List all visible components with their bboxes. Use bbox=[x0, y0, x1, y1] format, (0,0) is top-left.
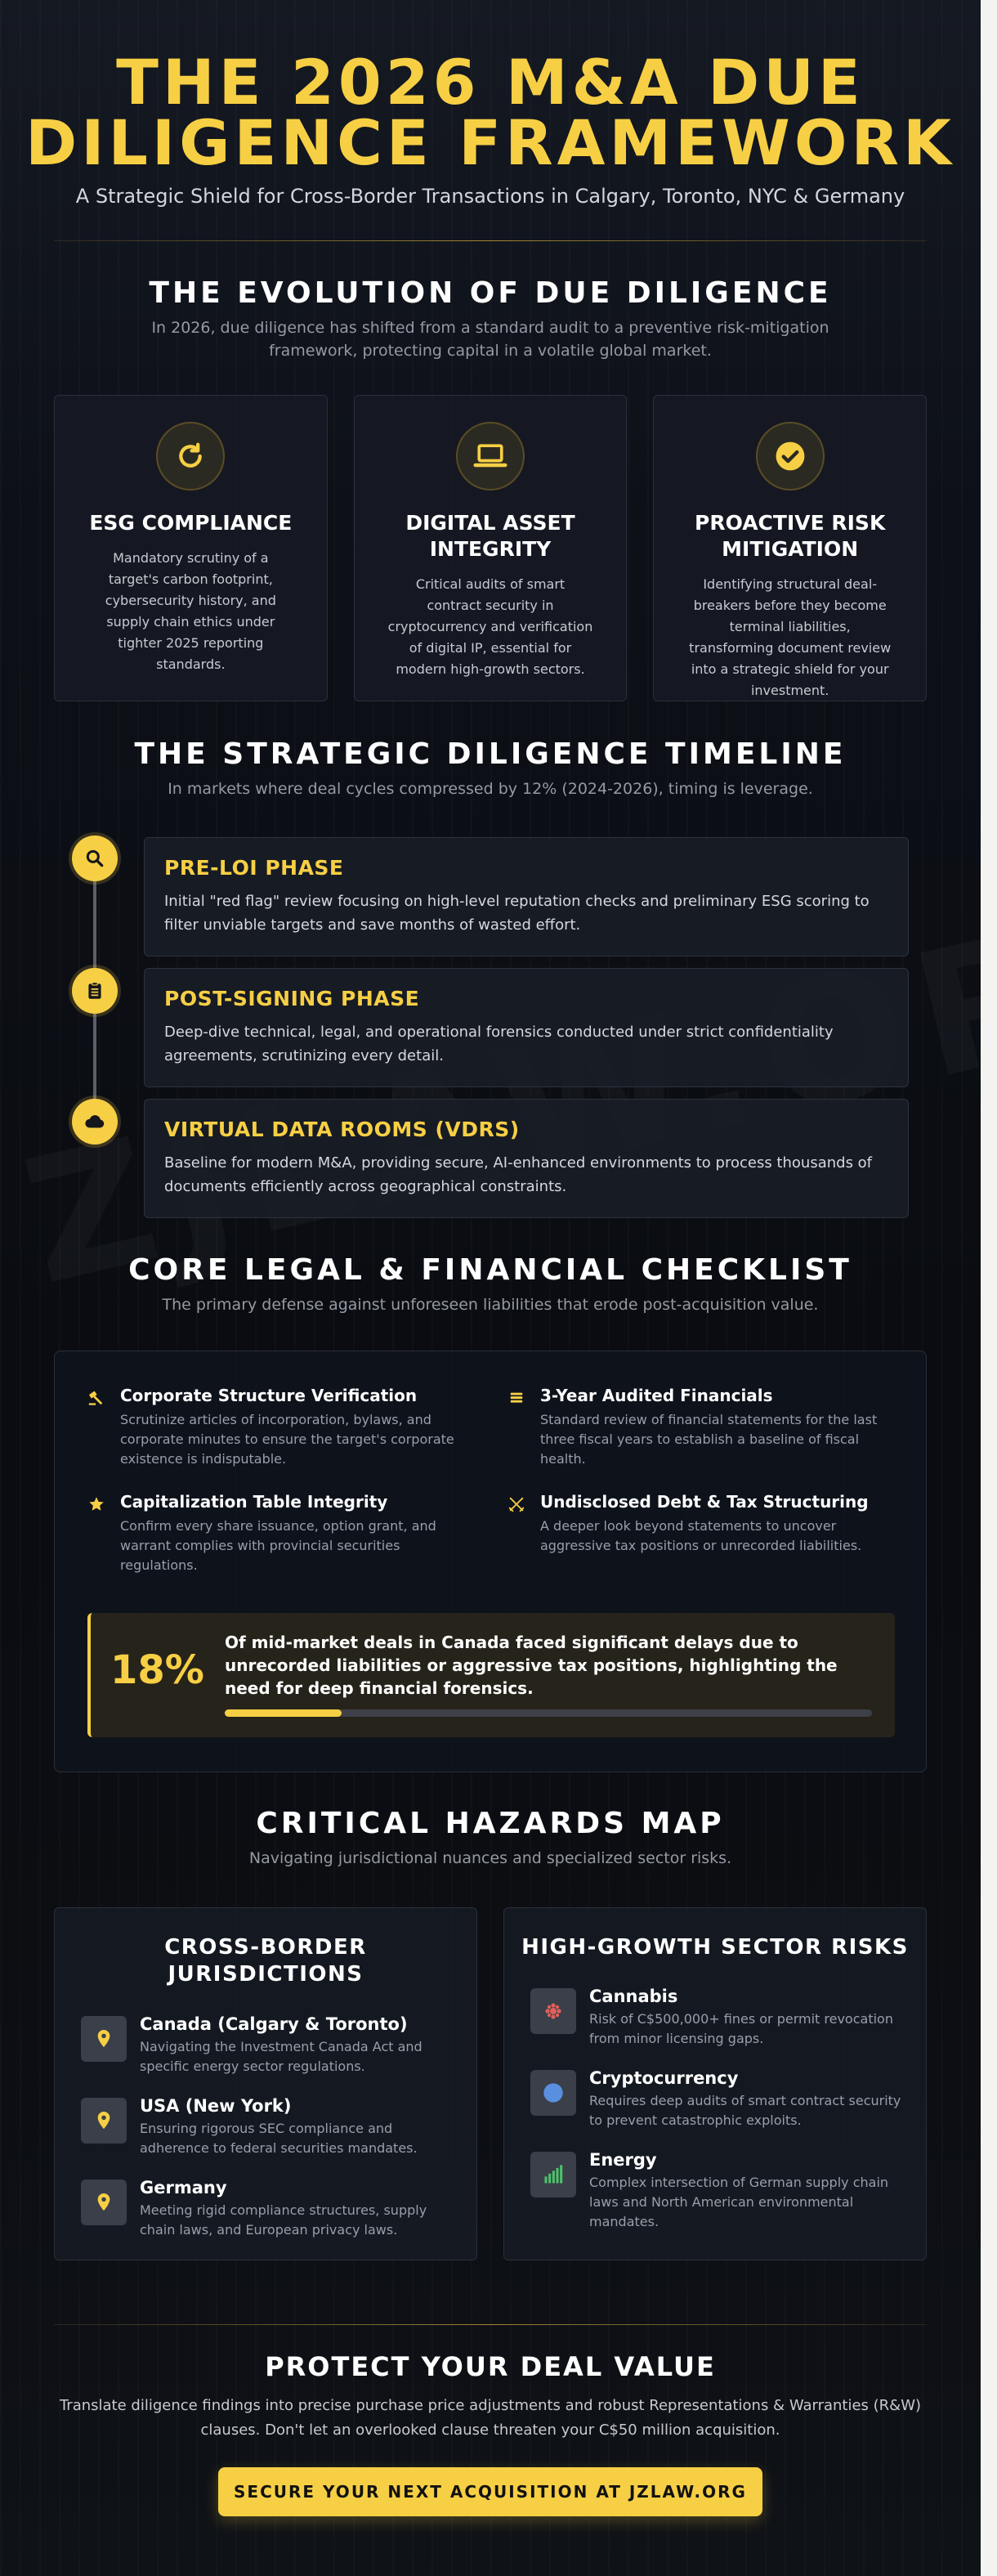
gavel-icon bbox=[87, 1389, 105, 1407]
panel-title-line2: JURISDICTIONS bbox=[168, 1962, 364, 1987]
evolution-title: THE EVOLUTION OF DUE DILIGENCE bbox=[149, 276, 832, 310]
phase-text: Baseline for modern M&A, providing secure, AI-enhanced environments to process thousands of documents efficiently across geographical constraints. bbox=[164, 1154, 873, 1195]
star-icon bbox=[87, 1495, 105, 1513]
hazard-item-title: Energy bbox=[589, 2150, 657, 2170]
high-growth-sector-risks-panel bbox=[503, 1907, 927, 2260]
cta-text-line2: clauses. Don't let an overlooked clause threaten your C$50 million acquisition. bbox=[200, 2421, 780, 2439]
card-esg-compliance bbox=[54, 395, 328, 701]
card-title-line1: DIGITAL ASSET bbox=[405, 511, 575, 535]
checklist-panel bbox=[54, 1351, 927, 1772]
timeline-header bbox=[0, 737, 981, 800]
checklist-item bbox=[87, 1492, 472, 1575]
page-title-line1: THE 2026 M&A DUE bbox=[116, 46, 865, 119]
hazard-item bbox=[530, 2068, 906, 2130]
card-text: Mandatory scrutiny of a target's carbon footprint, cybersecurity history, and supply chain ethics under tighter 2025 reporting standards. bbox=[105, 550, 276, 672]
timeline-card-vdrs bbox=[144, 1099, 909, 1218]
energy-chart-icon bbox=[530, 2152, 576, 2197]
card-title-line1: PROACTIVE RISK bbox=[695, 511, 886, 535]
cannabis-leaf-icon bbox=[530, 1988, 576, 2034]
checklist-header bbox=[0, 1253, 981, 1316]
phase-title: POST-SIGNING PHASE bbox=[164, 987, 420, 1010]
checklist-item-text: Scrutinize articles of incorporation, bylaws, and corporate minutes to ensure the target's corporate existence is indisputable. bbox=[120, 1412, 454, 1467]
crossed-swords-icon bbox=[507, 1495, 525, 1513]
hazards-header bbox=[0, 1807, 981, 1870]
card-text: Identifying structural deal-breakers before they become terminal liabilities, transforming document review into a strategic shield for your investment. bbox=[689, 576, 892, 698]
hazard-item-text: Requires deep audits of smart contract security to prevent catastrophic exploits. bbox=[589, 2093, 901, 2128]
panel-title bbox=[55, 1934, 476, 1988]
checklist-item-title: Undisclosed Debt & Tax Structuring bbox=[540, 1492, 869, 1512]
checklist-item-title: Corporate Structure Verification bbox=[120, 1386, 418, 1405]
hazard-item-text: Meeting rigid compliance structures, supply chain laws, and European privacy laws. bbox=[140, 2202, 427, 2238]
statistic-progress-bar bbox=[225, 1709, 872, 1717]
hazard-item-title: Germany bbox=[140, 2178, 227, 2197]
page-subtitle: A Strategic Shield for Cross-Border Transactions in Calgary, Toronto, NYC & Germany bbox=[75, 185, 905, 208]
panel-title: HIGH-GROWTH SECTOR RISKS bbox=[521, 1935, 909, 1960]
panel-title-line1: CROSS-BORDER bbox=[164, 1935, 367, 1960]
search-icon bbox=[72, 836, 118, 881]
hazard-item bbox=[530, 2150, 906, 2232]
hazard-item-title: USA (New York) bbox=[140, 2096, 292, 2116]
timeline-title: THE STRATEGIC DILIGENCE TIMELINE bbox=[134, 737, 847, 771]
clipboard-icon bbox=[72, 968, 118, 1014]
page-edge-strip bbox=[981, 0, 997, 2576]
checklist-item-title: Capitalization Table Integrity bbox=[120, 1492, 388, 1512]
hero-divider bbox=[54, 240, 927, 241]
hazard-item-text: Navigating the Investment Canada Act and specific energy sector regulations. bbox=[140, 2039, 422, 2074]
phase-title: VIRTUAL DATA ROOMS (VDRS) bbox=[164, 1118, 520, 1141]
hazard-item bbox=[81, 2014, 457, 2076]
coins-icon bbox=[507, 1389, 525, 1407]
checklist-item-title: 3-Year Audited Financials bbox=[540, 1386, 773, 1405]
evolution-subtitle-line1: In 2026, due diligence has shifted from a standard audit to a preventive risk-mitigation bbox=[151, 319, 829, 337]
laptop-icon bbox=[456, 422, 525, 491]
hazard-item-text: Ensuring rigorous SEC compliance and adherence to federal securities mandates. bbox=[140, 2121, 418, 2156]
hazard-item-title: Canada (Calgary & Toronto) bbox=[140, 2014, 408, 2034]
phase-text: Initial "red flag" review focusing on high-level reputation checks and preliminary ESG scoring to filter unviable targets and save months of wasted effort. bbox=[164, 893, 870, 934]
secure-acquisition-button[interactable]: SECURE YOUR NEXT ACQUISITION AT JZLAW.ORG bbox=[218, 2467, 762, 2516]
cross-border-jurisdictions-panel bbox=[54, 1907, 477, 2260]
card-text: Critical audits of smart contract security in cryptocurrency and verification of digital IP, essential for modern high-growth sectors. bbox=[387, 576, 593, 677]
cta-section bbox=[0, 2351, 981, 2443]
phase-text: Deep-dive technical, legal, and operational forensics conducted under strict confidentiality agreements, scrutinizing every detail. bbox=[164, 1024, 834, 1064]
checklist-subtitle: The primary defense against unforeseen liabilities that erode post-acquisition value. bbox=[162, 1296, 819, 1314]
statistic-text: Of mid-market deals in Canada faced significant delays due to unrecorded liabilities or aggressive tax positions, highlighting the need for deep financial forensics. bbox=[225, 1633, 838, 1698]
hazard-item-text: Risk of C$500,000+ fines or permit revocation from minor licensing gaps. bbox=[589, 2011, 893, 2046]
evolution-header bbox=[0, 276, 981, 362]
map-pin-icon bbox=[81, 2180, 127, 2225]
crypto-coin-icon bbox=[530, 2070, 576, 2116]
card-title-line2: MITIGATION bbox=[722, 537, 859, 561]
evolution-subtitle bbox=[0, 316, 981, 362]
cta-text bbox=[0, 2394, 981, 2443]
phase-title: PRE-LOI PHASE bbox=[164, 856, 344, 880]
checklist-item-text: Standard review of financial statements for the last three fiscal years to establish a baseline of fiscal health. bbox=[540, 1412, 878, 1467]
refresh-icon bbox=[156, 422, 225, 491]
hazard-item bbox=[530, 1987, 906, 2049]
cloud-icon bbox=[72, 1099, 118, 1145]
timeline-subtitle: In markets where deal cycles compressed by 12% (2024-2026), timing is leverage. bbox=[168, 780, 813, 798]
card-title: ESG COMPLIANCE bbox=[89, 511, 293, 535]
statistic-value: 18% bbox=[110, 1647, 204, 1693]
checklist-item-text: A deeper look beyond statements to uncover aggressive tax positions or unrecorded liabilities. bbox=[540, 1518, 862, 1553]
cta-text-line1: Translate diligence findings into precise purchase price adjustments and robust Representations & Warranties (R&W) bbox=[59, 2397, 922, 2414]
hazard-item-title: Cryptocurrency bbox=[589, 2068, 739, 2088]
evolution-cards bbox=[54, 395, 927, 701]
map-pin-icon bbox=[81, 2016, 127, 2062]
card-title bbox=[355, 510, 627, 562]
card-title bbox=[654, 510, 926, 562]
timeline-card-pre-loi bbox=[144, 837, 909, 956]
evolution-subtitle-line2: framework, protecting capital in a volatile global market. bbox=[269, 342, 712, 360]
statistic-progress-fill bbox=[225, 1709, 342, 1717]
page-title-line2: DILIGENCE FRAMEWORK bbox=[25, 106, 955, 179]
card-title-line2: INTEGRITY bbox=[429, 537, 552, 561]
hazards-subtitle: Navigating jurisdictional nuances and specialized sector risks. bbox=[248, 1849, 732, 1867]
cta-title: PROTECT YOUR DEAL VALUE bbox=[265, 2351, 716, 2382]
timeline-card-post-signing bbox=[144, 968, 909, 1087]
checklist-item bbox=[87, 1386, 472, 1469]
card-digital-asset-integrity bbox=[354, 395, 628, 701]
hazard-item-text: Complex intersection of German supply chain laws and North American environmental mandates. bbox=[589, 2175, 889, 2229]
page-title bbox=[0, 46, 981, 179]
checklist-item bbox=[507, 1492, 892, 1556]
hazard-item-title: Cannabis bbox=[589, 1987, 678, 2006]
hazards-title: CRITICAL HAZARDS MAP bbox=[256, 1807, 725, 1840]
cta-divider bbox=[54, 2324, 927, 2325]
checklist-item-text: Confirm every share issuance, option grant, and warrant complies with provincial securities regulations. bbox=[120, 1518, 436, 1573]
statistic-callout bbox=[87, 1613, 895, 1737]
hazard-item bbox=[81, 2178, 457, 2240]
check-circle-icon bbox=[756, 422, 825, 491]
checklist-title: CORE LEGAL & FINANCIAL CHECKLIST bbox=[128, 1253, 852, 1287]
map-pin-icon bbox=[81, 2098, 127, 2144]
hazard-item bbox=[81, 2096, 457, 2158]
card-proactive-risk-mitigation bbox=[653, 395, 927, 701]
checklist-item bbox=[507, 1386, 892, 1469]
